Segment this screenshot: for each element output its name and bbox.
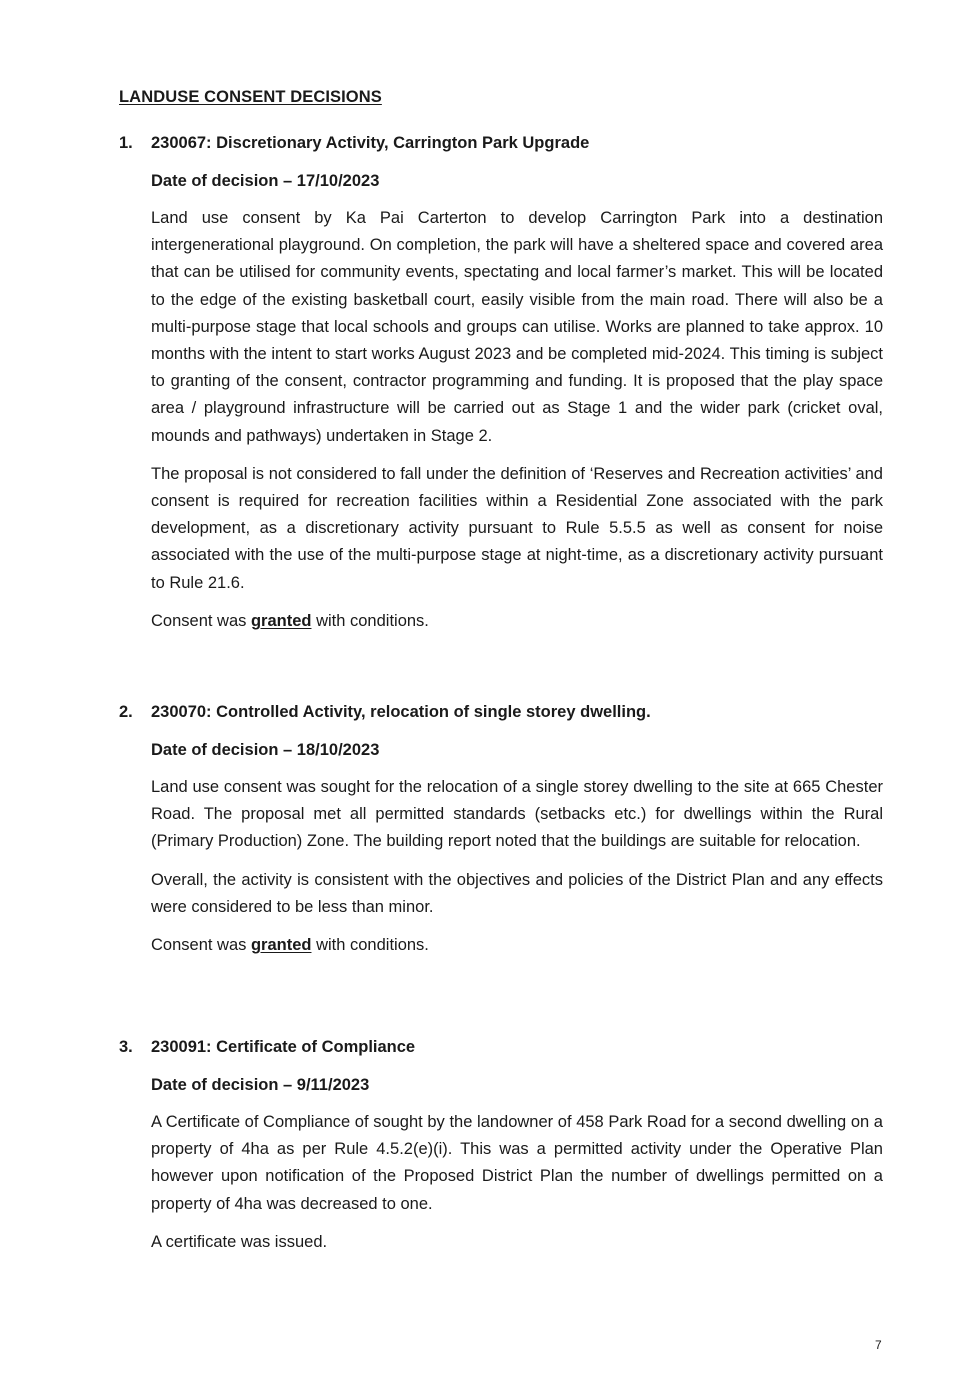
item-title: 230091: Certificate of Compliance: [151, 1038, 416, 1056]
section-heading: LANDUSE CONSENT DECISIONS: [119, 88, 382, 106]
paragraph: A certificate was issued.: [151, 1232, 328, 1251]
item-number: 2.: [119, 703, 133, 721]
outcome-prefix: Consent was: [151, 611, 251, 630]
item-title-row: [119, 132, 883, 154]
page-number: 7: [875, 1338, 882, 1352]
outcome-emphasis: granted: [250, 936, 312, 955]
item-title: 230070: Controlled Activity, relocation of single storey dwelling.: [151, 703, 651, 721]
outcome-suffix: with conditions.: [311, 611, 429, 630]
decision-item-1: [119, 132, 883, 635]
decision-date: Date of decision – 18/10/2023: [151, 741, 380, 759]
item-title-row: [119, 701, 883, 723]
paragraph: A Certificate of Compliance of sought by the landowner of 458 Park Road for a second dwelling on a property of 4ha as per Rule 4.5.2(e)(i). This was a permitted activity under the Operative Plan however upon notification of the Proposed District Plan the number of dwellings permitted on a property of 4ha was decreased to one.: [151, 1113, 883, 1213]
item-title-row: [119, 1036, 883, 1058]
paragraph: The proposal is not considered to fall under the definition of ‘Reserves and Recreation activities’ and consent is required for recreation facilities within a Residential Zone associated with the park development, as a discretionary activity pursuant to Rule 5.5.5 as well as consent for noise associated with the use of the multi-purpose stage at night-time, as a discretionary activity pursuant to Rule 21.6.: [151, 464, 883, 592]
decision-item-2: [119, 701, 883, 959]
item-number: 1.: [119, 134, 133, 152]
paragraph: Land use consent was sought for the relocation of a single storey dwelling to the site at 665 Chester Road. The proposal met all permitted standards (setbacks etc.) for dwellings within the Rural (Primary Production) Zone. The building report noted that the buildings are suitable for relocation.: [151, 778, 883, 851]
decision-item-3: [119, 1036, 883, 1256]
outcome-line: [151, 608, 883, 635]
item-number: 3.: [119, 1038, 133, 1056]
item-title: 230067: Discretionary Activity, Carrington Park Upgrade: [151, 134, 590, 152]
paragraph: Overall, the activity is consistent with the objectives and policies of the District Plan and any effects were considered to be less than minor.: [151, 870, 883, 916]
outcome-line: [151, 932, 883, 959]
outcome-suffix: with conditions.: [311, 936, 429, 955]
paragraph: Land use consent by Ka Pai Carterton to develop Carrington Park into a destination intergenerational playground. On completion, the park will have a sheltered space and covered area that can be utilised for community events, spectating and local farmer’s market. This will be located to the edge of the existing basketball court, easily visible from the main road. There will also be a multi-purpose stage that local schools and groups can utilise. Works are planned to take approx. 10 months with the intent to start works August 2023 and be completed mid-2024. This timing is subject to granting of the consent, contractor programming and funding. It is proposed that the play space area / playground infrastructure will be carried out as Stage 1 and the wider park (cricket oval, mounds and pathways) undertaken in Stage 2.: [151, 209, 883, 445]
outcome-emphasis: granted: [250, 611, 312, 630]
decision-date: Date of decision – 9/11/2023: [151, 1076, 370, 1094]
outcome-prefix: Consent was: [151, 936, 251, 955]
decision-date: Date of decision – 17/10/2023: [151, 172, 380, 190]
